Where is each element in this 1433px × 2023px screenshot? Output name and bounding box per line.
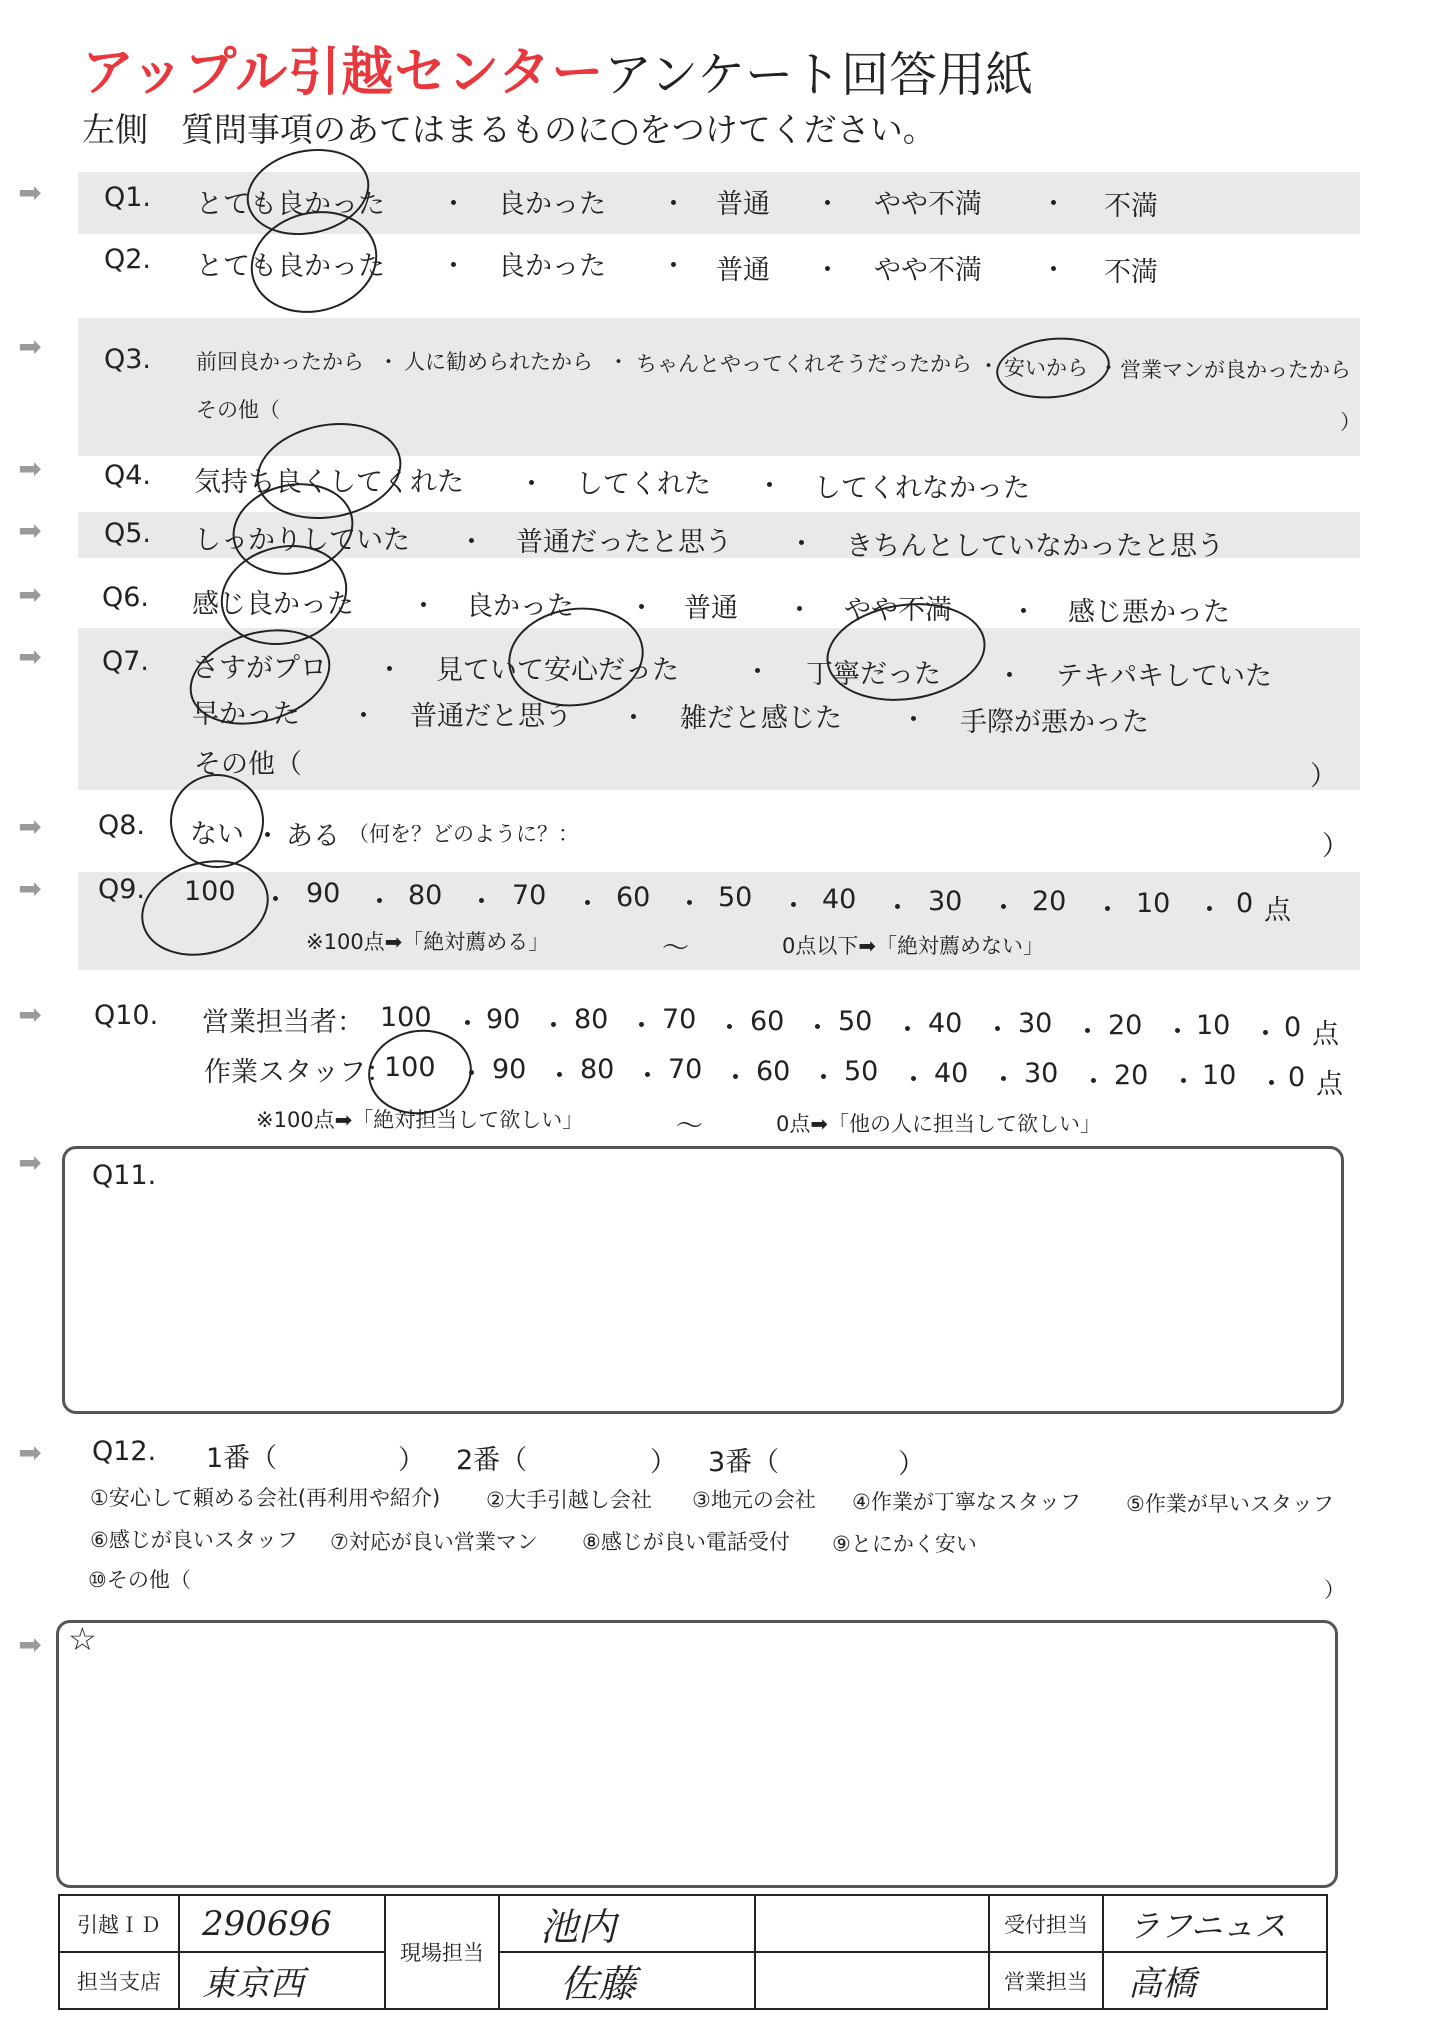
q10-staff-score[interactable]: 0: [1288, 1062, 1306, 1093]
q6-option[interactable]: 感じ悪かった: [1068, 597, 1230, 628]
q10-sales-label: 営業担当者：: [202, 1007, 364, 1038]
q7-option[interactable]: 丁寧だった: [806, 659, 941, 690]
arrow-right-icon: ➡: [18, 640, 42, 673]
q10-staff-score[interactable]: 40: [934, 1058, 969, 1089]
q10-sales-score[interactable]: 70: [662, 1004, 697, 1035]
q10-staff-score[interactable]: 10: [1202, 1060, 1237, 1091]
q8-detail-label: （何を？どのように？：: [348, 822, 579, 846]
q10-staff-score[interactable]: 30: [1024, 1058, 1059, 1089]
instruction-text: 左側 質問事項のあてはまるものに○をつけてください。: [82, 110, 936, 149]
q5-option[interactable]: 普通だったと思う: [516, 527, 732, 558]
q9-score[interactable]: 80: [408, 880, 443, 911]
q7-option[interactable]: 早かった: [192, 699, 300, 730]
q12-choice: ②大手引越し会社: [486, 1488, 652, 1512]
q4-label: Q4.: [104, 460, 152, 491]
q7-other-label: その他（: [194, 749, 302, 780]
q10-sales-score[interactable]: 20: [1108, 1010, 1143, 1041]
q3-option[interactable]: 前回良かったから: [196, 350, 364, 374]
q11-label: Q11.: [92, 1160, 157, 1191]
arrow-right-icon: ➡: [18, 1628, 42, 1661]
q12-other-label: ⑩その他（: [88, 1568, 191, 1592]
q1-option[interactable]: 良かった: [498, 189, 606, 220]
q4-option[interactable]: してくれなかった: [814, 473, 1030, 504]
q10-staff-score[interactable]: 90: [492, 1054, 527, 1085]
q10-staff-unit: 点: [1316, 1069, 1343, 1100]
q12-choice: ⑧感じが良い電話受付: [582, 1530, 790, 1554]
q3-option[interactable]: 人に勧められたから: [404, 350, 593, 374]
q9-score[interactable]: 50: [718, 882, 753, 913]
q8-option[interactable]: ない: [190, 819, 244, 850]
q7-option[interactable]: テキパキしていた: [1056, 661, 1272, 692]
q12-choice: ⑦対応が良い営業マン: [330, 1530, 538, 1554]
q9-unit: 点: [1264, 895, 1291, 926]
arrow-right-icon: ➡: [18, 810, 42, 843]
arrow-right-icon: ➡: [18, 514, 42, 547]
arrow-right-icon: ➡: [18, 452, 42, 485]
q9-label: Q9.: [98, 874, 146, 905]
q10-staff-score[interactable]: 50: [844, 1056, 879, 1087]
q5-option[interactable]: しっかりしていた: [194, 525, 410, 556]
q7-option[interactable]: 雑だと感じた: [680, 703, 842, 734]
q12-choice: ①安心して頼める会社(再利用や紹介): [90, 1486, 441, 1510]
q4-option[interactable]: してくれた: [576, 469, 711, 500]
q9-note-tilde: 〜: [662, 933, 689, 964]
q10-sales-score[interactable]: 0: [1284, 1012, 1302, 1043]
q6-label: Q6.: [102, 582, 150, 613]
q12-rank2-label: 2番（: [456, 1445, 528, 1476]
arrow-right-icon: ➡: [18, 1146, 42, 1179]
q1-option[interactable]: 不満: [1104, 191, 1158, 222]
q7-label: Q7.: [102, 646, 150, 677]
q7-other-close: ）: [1310, 761, 1337, 792]
q7-option[interactable]: 手際が悪かった: [960, 707, 1149, 738]
free-comment-box[interactable]: [56, 1620, 1338, 1888]
q7-option[interactable]: 見ていて安心だった: [436, 655, 679, 686]
q1-option[interactable]: やや不満: [874, 189, 982, 220]
q12-rank1-label: 1番（: [206, 1443, 278, 1474]
sales-rep-value: 高橋: [1128, 1964, 1196, 2004]
q3-other-close: ）: [1340, 410, 1361, 434]
q3-band: [78, 318, 1360, 456]
arrow-right-icon: ➡: [18, 330, 42, 363]
q6-option[interactable]: 感じ良かった: [192, 589, 354, 620]
move-id-value: 290696: [202, 1903, 332, 1944]
q9-score[interactable]: 40: [822, 884, 857, 915]
q2-option[interactable]: やや不満: [874, 255, 982, 286]
site-staff-value: 佐藤: [560, 1962, 637, 2006]
q12-rank3-label: 3番（: [708, 1447, 780, 1478]
q10-note-high: ※100点➡「絶対担当して欲しい」: [256, 1108, 584, 1132]
q3-option[interactable]: 安いから: [1004, 356, 1088, 380]
q10-sales-score[interactable]: 10: [1196, 1010, 1231, 1041]
footer-table: [58, 1894, 1328, 2010]
q10-sales-score[interactable]: 100: [380, 1002, 432, 1033]
q10-sales-score[interactable]: 60: [750, 1006, 785, 1037]
q3-label: Q3.: [104, 344, 152, 375]
sales-rep-label: 営業担当: [989, 1952, 1103, 2009]
q8-label: Q8.: [98, 810, 146, 841]
q2-option[interactable]: 良かった: [498, 251, 606, 282]
q12-label: Q12.: [92, 1436, 157, 1467]
q10-sales-score[interactable]: 90: [486, 1004, 521, 1035]
arrow-right-icon: ➡: [18, 176, 42, 209]
q1-option[interactable]: 普通: [716, 189, 770, 220]
q6-option[interactable]: やや不満: [844, 595, 952, 626]
q12-choice: ⑨とにかく安い: [832, 1532, 977, 1556]
q9-note-low: 0点以下➡「絶対薦めない」: [782, 934, 1044, 958]
q2-option[interactable]: とても良かった: [196, 251, 385, 282]
q5-option[interactable]: きちんとしていなかったと思う: [846, 531, 1224, 562]
q9-score[interactable]: 10: [1136, 888, 1171, 919]
q6-option[interactable]: 良かった: [466, 591, 574, 622]
q3-option[interactable]: 営業マンが良かったから: [1120, 358, 1351, 382]
q9-score[interactable]: 90: [306, 878, 341, 909]
q10-staff-score[interactable]: 20: [1114, 1060, 1149, 1091]
q9-score[interactable]: 20: [1032, 886, 1067, 917]
q10-sales-score[interactable]: 30: [1018, 1008, 1053, 1039]
q2-option[interactable]: 不満: [1104, 257, 1158, 288]
q10-sales-score[interactable]: 80: [574, 1004, 609, 1035]
arrow-right-icon: ➡: [18, 998, 42, 1031]
reception-label: 受付担当: [989, 1895, 1103, 1952]
q10-sales-unit: 点: [1312, 1019, 1339, 1050]
arrow-right-icon: ➡: [18, 1436, 42, 1469]
q9-note-high: ※100点➡「絶対薦める」: [306, 930, 550, 954]
q3-option[interactable]: ちゃんとやってくれそうだったから: [636, 352, 972, 376]
q12-other-close: ）: [1324, 1578, 1345, 1602]
star-icon: ☆: [68, 1620, 97, 1658]
branch-label: 担当支店: [59, 1952, 179, 2009]
q9-score[interactable]: 70: [512, 880, 547, 911]
q8-detail-close: ）: [1322, 831, 1349, 862]
q10-staff-score[interactable]: 60: [756, 1056, 791, 1087]
q10-staff-score[interactable]: 80: [580, 1054, 615, 1085]
q7-option[interactable]: 普通だと思う: [410, 701, 572, 732]
q1-option[interactable]: とても良かった: [196, 189, 385, 220]
q10-staff-score[interactable]: 70: [668, 1054, 703, 1085]
q10-sales-score[interactable]: 50: [838, 1006, 873, 1037]
arrow-right-icon: ➡: [18, 872, 42, 905]
q12-choice: ⑤作業が早いスタッフ: [1126, 1492, 1334, 1516]
site-staff-value: 池内: [540, 1905, 617, 1949]
q9-score[interactable]: 100: [184, 876, 236, 907]
brand-name: アップル引越センター: [82, 43, 605, 103]
q5-label: Q5.: [104, 518, 152, 549]
site-staff-label: 現場担当: [385, 1895, 499, 2009]
reception-value: ラフニュス: [1128, 1906, 1287, 1945]
q10-staff-score[interactable]: 100: [384, 1052, 436, 1083]
q10-note-low: 0点➡「他の人に担当して欲しい」: [776, 1112, 1101, 1136]
q2-label: Q2.: [104, 244, 152, 275]
form-title: アンケート回答用紙: [604, 47, 1034, 103]
q10-note-tilde: 〜: [676, 1111, 703, 1142]
q12-choice: ③地元の会社: [692, 1488, 816, 1512]
q12-choice: ④作業が丁寧なスタッフ: [852, 1490, 1081, 1514]
q12-rank1-close: ）: [398, 1445, 425, 1476]
q2-option[interactable]: 普通: [716, 255, 770, 286]
q12-rank3-close: ）: [898, 1449, 925, 1480]
q11-answer-box[interactable]: [62, 1146, 1344, 1414]
move-id-label: 引越ＩＤ: [59, 1895, 179, 1952]
q3-other-label: その他（: [196, 398, 280, 422]
q8-option[interactable]: ある: [286, 821, 340, 852]
arrow-right-icon: ➡: [18, 578, 42, 611]
q7-option[interactable]: さすがプロ: [192, 653, 327, 684]
q10-staff-label: 作業スタッフ：: [204, 1057, 393, 1088]
q4-option[interactable]: 気持ち良くしてくれた: [194, 467, 464, 498]
q9-score[interactable]: 30: [928, 886, 963, 917]
q9-score[interactable]: 60: [616, 882, 651, 913]
q12-choice: ⑥感じが良いスタッフ: [90, 1528, 298, 1552]
q12-rank2-close: ）: [650, 1447, 677, 1478]
branch-value: 東京西: [202, 1964, 304, 2004]
q9-score[interactable]: 0: [1236, 888, 1254, 919]
q10-label: Q10.: [94, 1000, 159, 1031]
q10-sales-score[interactable]: 40: [928, 1008, 963, 1039]
q6-option[interactable]: 普通: [684, 593, 738, 624]
q1-label: Q1.: [104, 182, 152, 213]
